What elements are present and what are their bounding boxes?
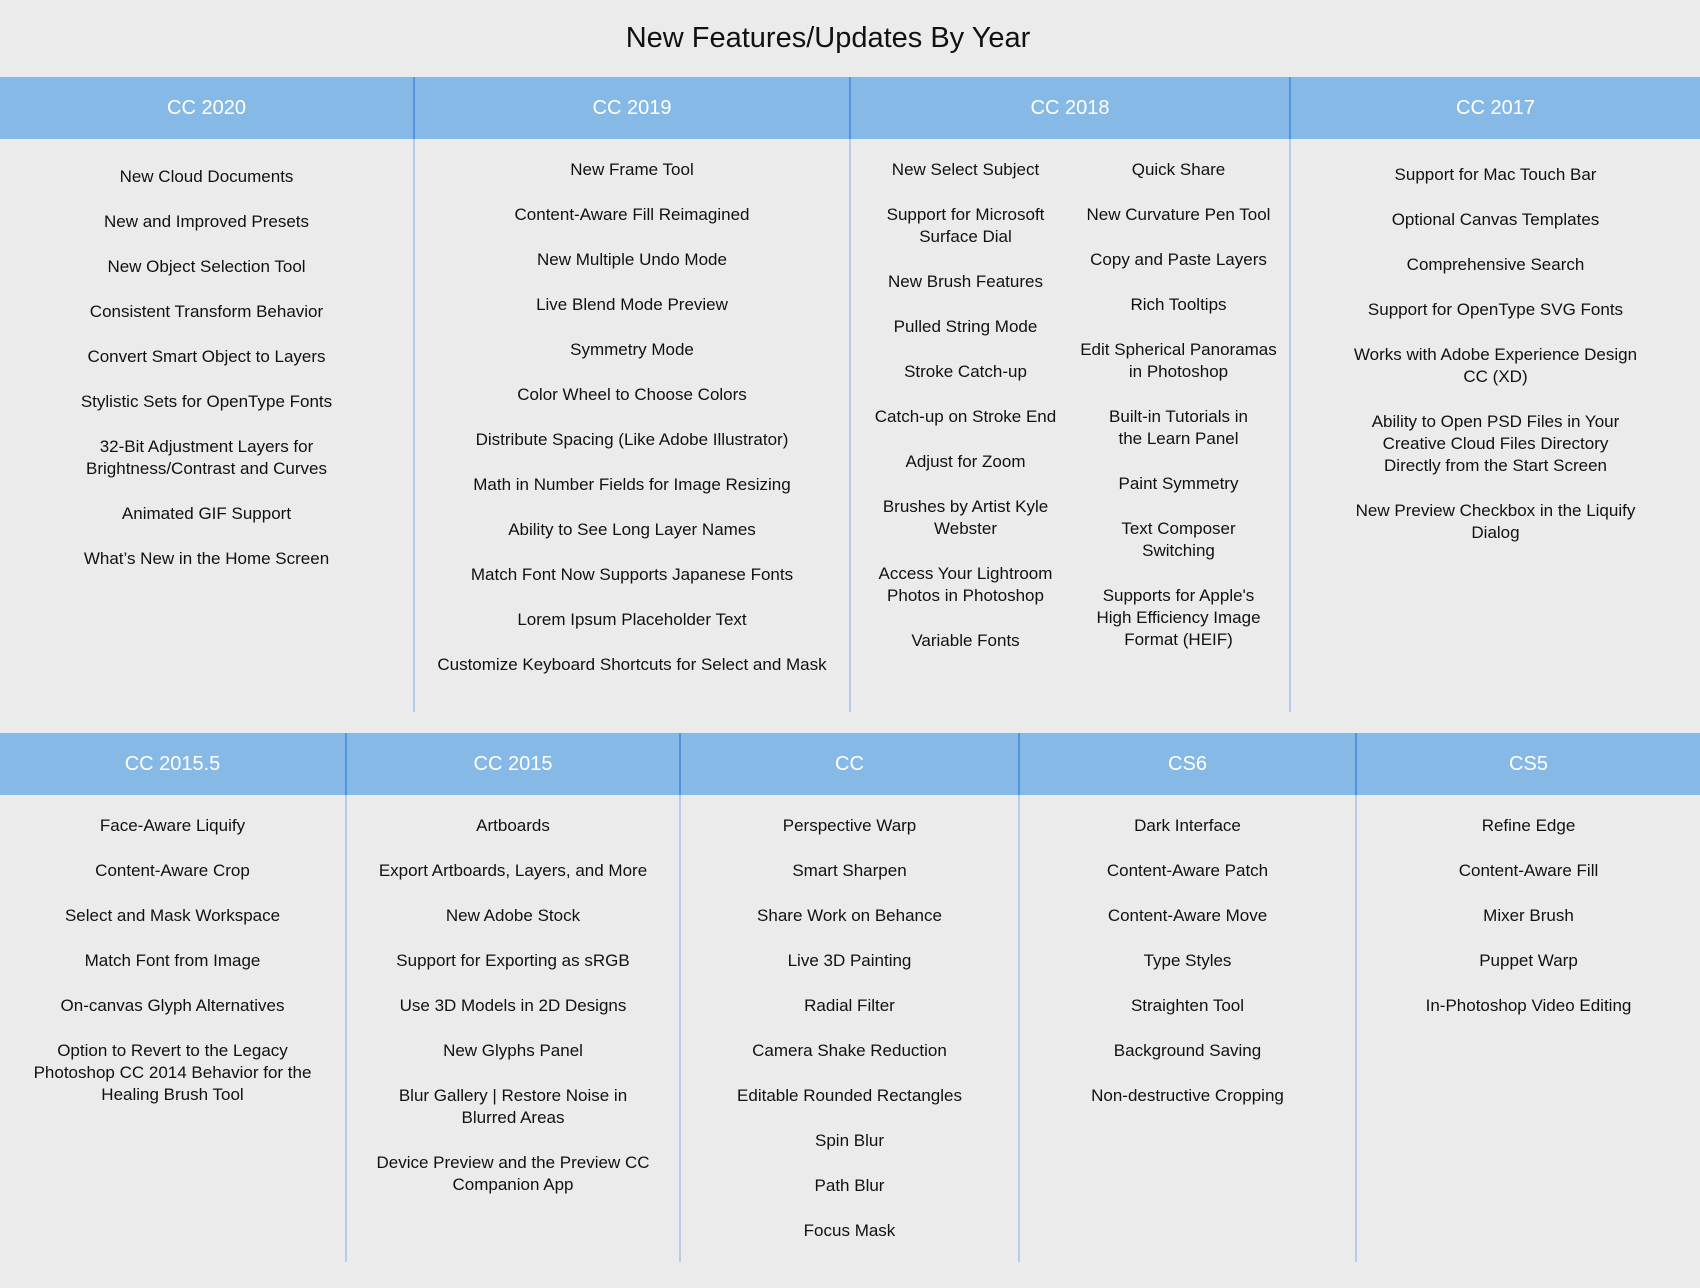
column-cc-2019	[413, 77, 849, 712]
feature-list	[0, 166, 413, 570]
feature-item: New Select Subject	[891, 160, 1040, 179]
feature-item: Color Wheel to Choose Colors	[517, 385, 747, 404]
feature-item: New Adobe Stock	[445, 906, 581, 925]
feature-item: Brushes by Artist Kyle Webster	[882, 497, 1049, 538]
feature-item: Support for Mac Touch Bar	[1394, 165, 1597, 184]
feature-item: Content-Aware Crop	[95, 861, 250, 880]
feature-item: Face-Aware Liquify	[99, 816, 246, 835]
feature-item: Device Preview and the Preview CC Companion App	[376, 1153, 650, 1194]
feature-item: Lorem Ipsum Placeholder Text	[517, 610, 747, 629]
feature-list	[415, 159, 849, 676]
feature-item: New Cloud Documents	[119, 167, 294, 186]
feature-item: What’s New in the Home Screen	[83, 549, 330, 568]
column-body	[345, 795, 679, 1262]
feature-item: Supports for Apple's High Efficiency Image Format (HEIF)	[1096, 586, 1261, 649]
feature-item: Straighten Tool	[1130, 996, 1245, 1015]
feature-item: Match Font Now Supports Japanese Fonts	[470, 565, 794, 584]
feature-item: Camera Shake Reduction	[752, 1041, 947, 1060]
feature-item: Live 3D Painting	[787, 951, 912, 970]
feature-item: New and Improved Presets	[103, 212, 310, 231]
feature-item: Type Styles	[1143, 951, 1232, 970]
feature-item: Adjust for Zoom	[905, 452, 1026, 471]
feature-item: Copy and Paste Layers	[1090, 250, 1267, 269]
feature-list	[681, 815, 1018, 1242]
feature-item: Math in Number Fields for Image Resizing	[473, 475, 791, 494]
feature-item: Customize Keyboard Shortcuts for Select and Mask	[437, 655, 827, 674]
feature-item: Match Font from Image	[84, 951, 261, 970]
feature-item: Mixer Brush	[1483, 906, 1574, 925]
column-cc-2020	[0, 77, 413, 712]
column-cs5	[1355, 733, 1700, 1262]
feature-item: Option to Revert to the Legacy Photoshop CC 2014 Behavior for the Healing Brush Tool	[33, 1041, 312, 1104]
feature-item: Catch-up on Stroke End	[874, 407, 1057, 426]
feature-item: Animated GIF Support	[121, 504, 292, 523]
feature-item: Select and Mask Workspace	[64, 906, 281, 925]
feature-item: Path Blur	[814, 1176, 885, 1195]
feature-item: Content-Aware Fill	[1458, 861, 1599, 880]
feature-item: Ability to See Long Layer Names	[508, 520, 756, 539]
feature-item: Content-Aware Patch	[1106, 861, 1269, 880]
feature-item: Support for OpenType SVG Fonts	[1367, 300, 1624, 319]
feature-item: New Curvature Pen Tool	[1086, 205, 1271, 224]
feature-list	[1291, 164, 1700, 544]
column-cc-2018	[849, 77, 1289, 712]
feature-item: Content-Aware Move	[1107, 906, 1268, 925]
feature-item: Ability to Open PSD Files in Your Creative Cloud Files Directory Directly from the Start Screen	[1371, 412, 1620, 475]
feature-item: Spin Blur	[815, 1131, 884, 1150]
column-cc-2015	[345, 733, 679, 1262]
feature-item: Editable Rounded Rectangles	[737, 1086, 962, 1105]
column-header: CS5	[1357, 733, 1700, 795]
column-body	[1355, 795, 1700, 1262]
feature-item: On-canvas Glyph Alternatives	[60, 996, 285, 1015]
column-header: CC	[681, 733, 1018, 795]
feature-item: Perspective Warp	[782, 816, 917, 835]
column-cs6	[1018, 733, 1355, 1262]
feature-item: Use 3D Models in 2D Designs	[399, 996, 627, 1015]
feature-item: Stroke Catch-up	[904, 362, 1027, 381]
feature-list-right	[1072, 159, 1289, 675]
feature-item: Edit Spherical Panoramas in Photoshop	[1080, 340, 1277, 381]
column-body	[413, 139, 849, 712]
feature-item: Puppet Warp	[1479, 951, 1578, 970]
column-header: CS6	[1020, 733, 1355, 795]
feature-item: Works with Adobe Experience Design CC (XD)	[1353, 345, 1638, 386]
feature-item: Optional Canvas Templates	[1391, 210, 1600, 229]
feature-item: New Multiple Undo Mode	[537, 250, 727, 269]
feature-item: Support for Exporting as sRGB	[396, 951, 630, 970]
feature-item: Pulled String Mode	[893, 317, 1038, 336]
page-title: New Features/Updates By Year	[625, 22, 1031, 54]
column-body	[679, 795, 1018, 1262]
feature-item: Consistent Transform Behavior	[89, 302, 324, 321]
column-header: CC 2015.5	[0, 733, 345, 795]
column-cc	[679, 733, 1018, 1262]
feature-item: Convert Smart Object to Layers	[87, 347, 326, 366]
feature-item: New Frame Tool	[570, 160, 694, 179]
feature-item: Quick Share	[1131, 160, 1226, 179]
feature-list-left	[851, 159, 1072, 675]
column-body	[1018, 795, 1355, 1262]
two-column-split	[851, 159, 1289, 675]
column-header: CC 2019	[415, 77, 849, 139]
feature-item: Paint Symmetry	[1118, 474, 1239, 493]
column-cc-2015-5	[0, 733, 345, 1262]
column-cc-2017	[1289, 77, 1700, 712]
feature-item: New Preview Checkbox in the Liquify Dialog	[1355, 501, 1636, 542]
feature-item: Stylistic Sets for OpenType Fonts	[80, 392, 333, 411]
column-header: CC 2018	[851, 77, 1289, 139]
feature-item: Export Artboards, Layers, and More	[378, 861, 648, 880]
column-body	[849, 139, 1289, 712]
feature-item: Symmetry Mode	[570, 340, 694, 359]
feature-item: Dark Interface	[1134, 816, 1241, 835]
feature-item: Content-Aware Fill Reimagined	[514, 205, 750, 224]
feature-item: Text Composer Switching	[1121, 519, 1236, 560]
column-body	[0, 139, 413, 712]
feature-list	[0, 815, 345, 1106]
column-body	[1289, 139, 1700, 712]
feature-item: Non-destructive Cropping	[1091, 1086, 1284, 1105]
column-header: CC 2015	[347, 733, 679, 795]
feature-item: Blur Gallery | Restore Noise in Blurred Areas	[398, 1086, 628, 1127]
column-header: CC 2017	[1291, 77, 1700, 139]
feature-item: Share Work on Behance	[757, 906, 942, 925]
feature-item: In-Photoshop Video Editing	[1425, 996, 1632, 1015]
feature-item: Background Saving	[1113, 1041, 1262, 1060]
feature-list	[1357, 815, 1700, 1017]
feature-item: Support for Microsoft Surface Dial	[886, 205, 1045, 246]
feature-item: Focus Mask	[803, 1221, 896, 1240]
column-header: CC 2020	[0, 77, 413, 139]
feature-list	[347, 815, 679, 1196]
column-body	[0, 795, 345, 1262]
feature-item: Variable Fonts	[911, 631, 1020, 650]
feature-item: Live Blend Mode Preview	[536, 295, 728, 314]
feature-item: Rich Tooltips	[1130, 295, 1227, 314]
feature-item: New Brush Features	[888, 272, 1043, 291]
feature-item: Artboards	[476, 816, 550, 835]
feature-item: 32-Bit Adjustment Layers for Brightness/Contrast and Curves	[86, 437, 327, 478]
feature-item: New Object Selection Tool	[107, 257, 306, 276]
bottom-row	[0, 733, 1700, 1262]
top-row	[0, 77, 1700, 712]
feature-item: Access Your Lightroom Photos in Photoshop	[878, 564, 1053, 605]
feature-item: Smart Sharpen	[792, 861, 907, 880]
feature-item: Radial Filter	[804, 996, 895, 1015]
feature-item: Comprehensive Search	[1406, 255, 1585, 274]
feature-item: New Glyphs Panel	[443, 1041, 583, 1060]
feature-item: Refine Edge	[1481, 816, 1576, 835]
feature-list	[1020, 815, 1355, 1107]
feature-item: Distribute Spacing (Like Adobe Illustrator)	[475, 430, 789, 449]
feature-item: Built-in Tutorials in the Learn Panel	[1109, 407, 1248, 448]
